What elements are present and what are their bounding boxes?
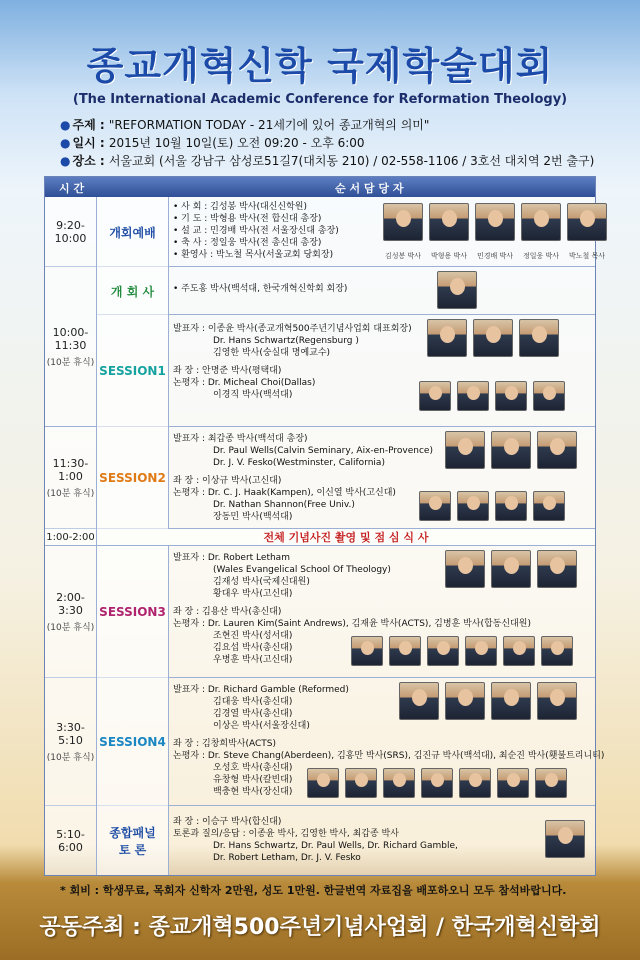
detail-line: Dr. Robert Letham, Dr. J. V. Fesko: [213, 853, 361, 863]
speaker-photo: [541, 636, 573, 666]
time-cell: 11:30- 1:00 (10분 휴식): [45, 427, 97, 529]
speaker-photo: [445, 682, 485, 720]
detail-line: 우병훈 박사(고신대): [213, 655, 293, 665]
row-session2: [45, 427, 595, 529]
row-session3: [45, 546, 595, 678]
speaker-photo: [497, 768, 529, 798]
detail-line: • 주도홍 박사(백석대, 한국개혁신학회 회장): [173, 284, 348, 294]
detail-line: 토론과 질의/응답 : 이종윤 박사, 김영한 박사, 최갑종 박사: [173, 829, 399, 839]
detail-line: • 환영사 : 박노철 목사(서울교회 당회장): [173, 250, 334, 260]
detail-line: Dr. Paul Wells(Calvin Seminary, Aix-en-Provence): [213, 446, 433, 456]
row-session1: [97, 315, 595, 427]
speaker-photo: [427, 319, 467, 357]
speaker-photo: [495, 491, 527, 521]
speaker-photo: [491, 550, 531, 588]
col-main-header: 순 서 담 당 자: [335, 182, 404, 195]
detail-line: 좌 장 : 김용산 박사(총신대): [173, 607, 282, 617]
info-date: ● 일시 : 2015년 10월 10일(토) 오전 09:20 - 오후 6:00: [60, 136, 365, 150]
detail-line: Dr. J. V. Fesko(Westminster, California): [213, 458, 385, 468]
detail-line: 장동민 박사(백석대): [213, 512, 293, 522]
detail-line: 좌 장 : 이상규 박사(고신대): [173, 476, 282, 486]
row-lunch: 1:00-2:00 전체 기념사진 촬영 및 점 심 식 사: [45, 529, 595, 546]
speaker-photos: [427, 319, 559, 357]
detail-line: 좌 장 : 안명준 박사(평택대): [173, 366, 282, 376]
detail-line: 좌 장 : 김창희박사(ACTS): [173, 739, 276, 749]
detail-line: 김대웅 박사(총신대): [213, 697, 293, 707]
detail-line: 논평자 : Dr. Micheal Choi(Dallas): [173, 378, 316, 388]
speaker-photo: [495, 381, 527, 411]
speaker-photo: [491, 431, 531, 469]
session-label: 개회예배: [97, 197, 169, 267]
fee-note: * 회비 : 학생무료, 목회자 신학자 2만원, 성도 1만원. 한글번역 자료집을 배포하오니 모두 참석바랍니다.: [60, 884, 567, 897]
speaker-photo: [445, 550, 485, 588]
detail-line: 이상은 박사(서울장신대): [213, 721, 310, 731]
detail-line: 발표자 : Dr. Richard Gamble (Reformed): [173, 685, 349, 695]
detail-line: 논평자 : Dr. C. J. Haak(Kampen), 이신열 박사(고신대): [173, 488, 396, 498]
speaker-photo: [383, 203, 423, 241]
detail-line: 좌 장 : 이승구 박사(합신대): [173, 817, 282, 827]
speaker-photo: [457, 381, 489, 411]
detail-line: 이경직 박사(백석대): [213, 390, 293, 400]
speaker-photo: [307, 768, 339, 798]
co-hosts-footer: 공동주최 : 종교개혁500주년기념사업회 / 한국개혁신학회: [39, 915, 601, 940]
speaker-photo: [537, 431, 577, 469]
detail-line: 황대우 박사(고신대): [213, 589, 293, 599]
speaker-photo: [475, 203, 515, 241]
subtitle: (The International Academic Conference for Reformation Theology): [72, 92, 568, 107]
row-session4: [45, 678, 605, 806]
speaker-photos: [545, 820, 585, 858]
speaker-photo: [419, 491, 451, 521]
row-details: [169, 812, 458, 864]
detail-line: 조현진 박사(성서대): [213, 631, 293, 641]
detail-line: 오성호 박사(총신대): [213, 763, 293, 773]
detail-line: 유창형 박사(칼빈대): [213, 775, 293, 785]
speaker-photo: [503, 636, 535, 666]
detail-line: 논평자 : Dr. Lauren Kim(Saint Andrews), 김재윤 박사(ACTS), 김병훈 박사(합동신대원): [173, 619, 531, 629]
speaker-captions: 김성봉 박사 박형용 박사 민경배 박사 정일웅 박사 박노철 목사: [384, 252, 606, 260]
speaker-photo: [491, 682, 531, 720]
speaker-photos: [383, 203, 607, 241]
speaker-photo: [533, 381, 565, 411]
detail-line: 발표자 : 최갑종 박사(백석대 총장): [173, 434, 308, 444]
speaker-photo: [473, 319, 513, 357]
speaker-photo: [419, 381, 451, 411]
row-details: [169, 279, 347, 295]
detail-line: • 설 교 : 민경배 박사(전 서울장신대 총장): [173, 226, 339, 236]
session-label: 개 회 사: [97, 267, 169, 315]
speaker-photo: [389, 636, 421, 666]
detail-line: • 사 회 : 김성봉 박사(대신신학원): [173, 202, 307, 212]
table-header: [45, 177, 595, 197]
speaker-photos: [399, 682, 577, 720]
speaker-photo: [537, 682, 577, 720]
session-label: SESSION1: [97, 315, 169, 427]
speaker-photo: [521, 203, 561, 241]
main-title: 종교개혁신학 국제학술대회: [86, 44, 554, 88]
speaker-photo: [445, 431, 485, 469]
session-label: SESSION2: [97, 427, 169, 529]
row-opening-worship: [45, 197, 606, 267]
panel-photos: [351, 636, 573, 666]
session-label: 종합패널 토 론: [97, 806, 169, 875]
speaker-photo: [537, 550, 577, 588]
speaker-photo: [567, 203, 607, 241]
speaker-photo: [421, 768, 453, 798]
speaker-photo: [399, 682, 439, 720]
detail-line: 김요섭 박사(총신대): [213, 643, 293, 653]
speaker-photo: [533, 491, 565, 521]
col-time-header: 시 간: [59, 182, 85, 195]
schedule-table: [44, 176, 606, 876]
row-panel-discussion: [45, 806, 595, 875]
info-location: ● 장소 : 서울교회 (서울 강남구 삼성로51길7(대치동 210) / 02-558-1106 / 3호선 대치역 2번 출구): [60, 154, 595, 168]
detail-line: 발표자 : Dr. Robert Letham: [173, 553, 290, 563]
speaker-photo: [351, 636, 383, 666]
speaker-photo: [427, 636, 459, 666]
session-label: SESSION4: [97, 678, 169, 806]
speaker-photos: [445, 550, 577, 588]
speaker-photo: [519, 319, 559, 357]
row-details: [169, 319, 412, 401]
detail-line: 김영한 박사(숭실대 명예교수): [213, 348, 331, 358]
time-cell: 5:10- 6:00: [45, 806, 97, 875]
detail-line: 발표자 : 이종윤 박사(종교개혁500주년기념사업회 대표회장): [173, 324, 412, 334]
detail-line: Dr. Nathan Shannon(Free Univ.): [213, 500, 355, 510]
detail-line: 김재성 박사(국제신대원): [213, 577, 310, 587]
row-opening-address: [97, 267, 595, 315]
speaker-photo: [429, 203, 469, 241]
detail-line: 김경열 박사(총신대): [213, 709, 293, 719]
speaker-photo: [345, 768, 377, 798]
time-cell: 2:00- 3:30 (10분 휴식): [45, 546, 97, 678]
detail-line: • 기 도 : 박형용 박사(전 합신대 총장): [173, 214, 322, 224]
detail-line: (Wales Evangelical School Of Theology): [213, 565, 391, 575]
speaker-photo: [457, 491, 489, 521]
panel-photos: [419, 381, 565, 411]
speaker-photo: [437, 271, 477, 309]
detail-line: Dr. Hans Schwartz(Regensburg ): [213, 336, 359, 346]
speaker-photos: [445, 431, 577, 469]
detail-line: Dr. Hans Schwartz, Dr. Paul Wells, Dr. Richard Gamble,: [213, 841, 458, 851]
info-theme: ● 주제 : "REFORMATION TODAY - 21세기에 있어 종교개혁의 의미": [60, 118, 430, 132]
speaker-photo: [383, 768, 415, 798]
row-details: [169, 429, 433, 523]
speaker-photo: [535, 768, 567, 798]
time-cell: 9:20- 10:00: [45, 197, 97, 267]
panel-photos: [307, 768, 567, 798]
detail-line: • 축 사 : 정일웅 박사(전 총신대 총장): [173, 238, 322, 248]
panel-photos: [419, 491, 565, 521]
speaker-photo: [545, 820, 585, 858]
row-details: [169, 197, 339, 261]
time-cell: 3:30- 5:10 (10분 휴식): [45, 678, 97, 806]
speaker-photo: [465, 636, 497, 666]
speaker-photos: [437, 271, 477, 309]
session-label: SESSION3: [97, 546, 169, 678]
speaker-photo: [459, 768, 491, 798]
time-cell-morning: 10:00- 11:30 (10분 휴식): [45, 267, 97, 427]
detail-line: 논평자 : Dr. Steve Chang(Aberdeen), 김홍만 박사(SRS), 김진규 박사(백석대), 최순진 박사(횃불트리니티): [173, 751, 605, 761]
detail-line: 백충현 박사(장신대): [213, 787, 293, 797]
